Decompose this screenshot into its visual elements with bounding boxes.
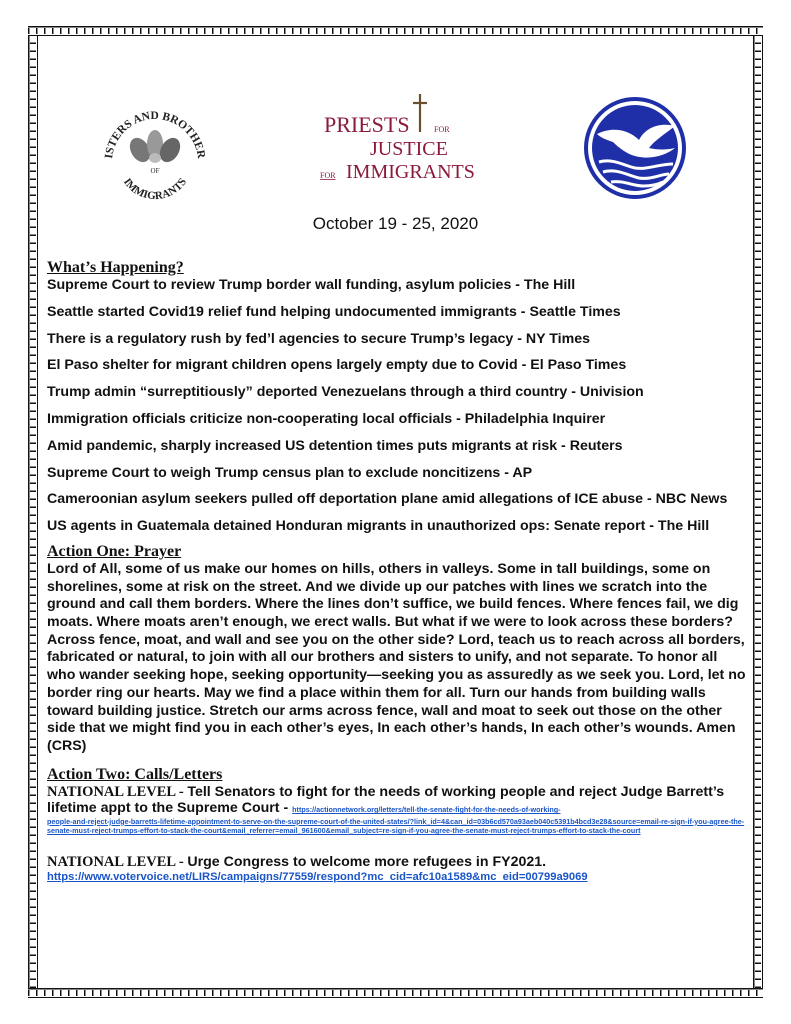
svg-text:OF: OF <box>150 167 160 175</box>
date-range: October 19 - 25, 2020 <box>312 214 479 233</box>
svg-text:JUSTICE: JUSTICE <box>370 138 448 160</box>
news-item[interactable]: US agents in Guatemala detained Honduran migrants in unauthorized ops: Senate report - The Hill <box>47 518 710 535</box>
call-one-message: Tell Senators to fight for the needs of working people and reject Judge Barrett’s lifetime appt to the Supreme Court - <box>47 783 725 817</box>
call-two <box>47 854 747 885</box>
call-one-link-start[interactable]: https://actionnetwork.org/letters/tell-the-senate-fight-for-the-needs-of-working- <box>292 805 561 815</box>
call-one-level: NATIONAL LEVEL - <box>47 783 188 800</box>
main-content <box>47 258 747 884</box>
svg-text:FOR: FOR <box>434 125 450 134</box>
svg-text:IMMIGRANTS: IMMIGRANTS <box>346 161 475 183</box>
border-right <box>753 36 763 988</box>
news-item[interactable]: El Paso shelter for migrant children opens largely empty due to Covid - El Paso Times <box>47 357 627 374</box>
news-item[interactable]: Cameroonian asylum seekers pulled off deportation plane amid allegations of ICE abuse - NBC News <box>47 491 728 508</box>
hands-logo-icon <box>98 100 212 210</box>
news-item[interactable]: Supreme Court to review Trump border wall funding, asylum policies - The Hill <box>47 277 576 293</box>
action-one-heading: Action One: Prayer <box>47 542 182 560</box>
news-item[interactable]: Supreme Court to weigh Trump census plan to exclude noncitizens - AP <box>47 464 533 481</box>
prayer-text: Lord of All, some of us make our homes on hills, others in valleys. Some in tall buildings, some on shorelines, some at risk on the street. And we divide up our patches with lines we scratch into the ground and call them borders. Where the lines don’t suffice, we build fences. Where fences fail, we dig moats. Where moats aren’t enough, we erect walls. But what if we were to look across these borders? Across fence, moat, and wall and see you on the other side? Lord, teach us to reach across all borders, fabricated or natural, to join with all our brothers and sisters to unify, and not separate. To honor all who wander seeking hope, seeking opportunity—seeking you as assuredly as we seek you. Lord, let no border ring our hearts. May we find a place within them for all. Turn our hands from building walls toward building justice. Stretch our arms across fence, wall and moat to seek out those on the other side that we might find you in each other’s eyes, In each other’s hands, In each other’s wounds. Amen (CRS) <box>47 560 746 754</box>
news-list <box>47 277 747 535</box>
call-one <box>47 784 747 836</box>
happening-heading: What’s Happening? <box>47 259 184 276</box>
svg-text:FOR: FOR <box>320 171 336 180</box>
svg-text:IMMIGRANTS: IMMIGRANTS <box>120 176 190 203</box>
call-one-link-rest[interactable]: people-and-reject-judge-barretts-lifetime-appointment-to-serve-on-the-supreme-court-of-the-united-states/?link_id=4&can_id=03b6cd570a93aeb040c5391b4bcd3e28&source=email-re-sign-if-you-agree-the-senate-must-reject-trumps-effort-to-stack-the-court&email_referrer=email_961600&email_subject=re-sign-if-you-agree-the-senate-must-reject-trumps-effort-to-stack-the-court <box>47 816 745 836</box>
border-bottom <box>28 988 763 998</box>
border-left <box>28 36 38 988</box>
svg-text:SISTERS AND BROTHERS: ISTERS AND BROTHER <box>103 109 207 160</box>
border-top <box>28 26 763 36</box>
call-two-link[interactable]: https://www.votervoice.net/LIRS/campaigns/77559/respond?mc_cid=afc10a1589&mc_eid=00799a9069 <box>47 871 588 884</box>
call-two-level: NATIONAL LEVEL - <box>47 853 188 870</box>
news-item[interactable]: There is a regulatory rush by fed’l agencies to secure Trump’s legacy - NY Times <box>47 330 591 347</box>
news-item[interactable]: Immigration officials criticize non-cooperating local officials - Philadelphia Inquirer <box>47 410 606 427</box>
news-item[interactable]: Trump admin “surreptitiously” deported Venezuelans through a third country - Univision <box>47 384 644 401</box>
call-two-message: Urge Congress to welcome more refugees in FY2021. <box>187 853 547 870</box>
news-item[interactable]: Amid pandemic, sharply increased US detention times puts migrants at risk - Reuters <box>47 437 623 454</box>
action-two-heading: Action Two: Calls/Letters <box>47 765 223 783</box>
dove-logo <box>583 96 687 200</box>
cross-logo-icon <box>316 92 476 188</box>
priests-for-justice-logo <box>316 92 476 188</box>
news-item[interactable]: Seattle started Covid19 relief fund helping undocumented immigrants - Seattle Times <box>47 303 621 320</box>
svg-text:PRIESTS: PRIESTS <box>324 112 410 137</box>
dove-icon <box>583 96 687 200</box>
sisters-brothers-logo <box>98 100 212 210</box>
